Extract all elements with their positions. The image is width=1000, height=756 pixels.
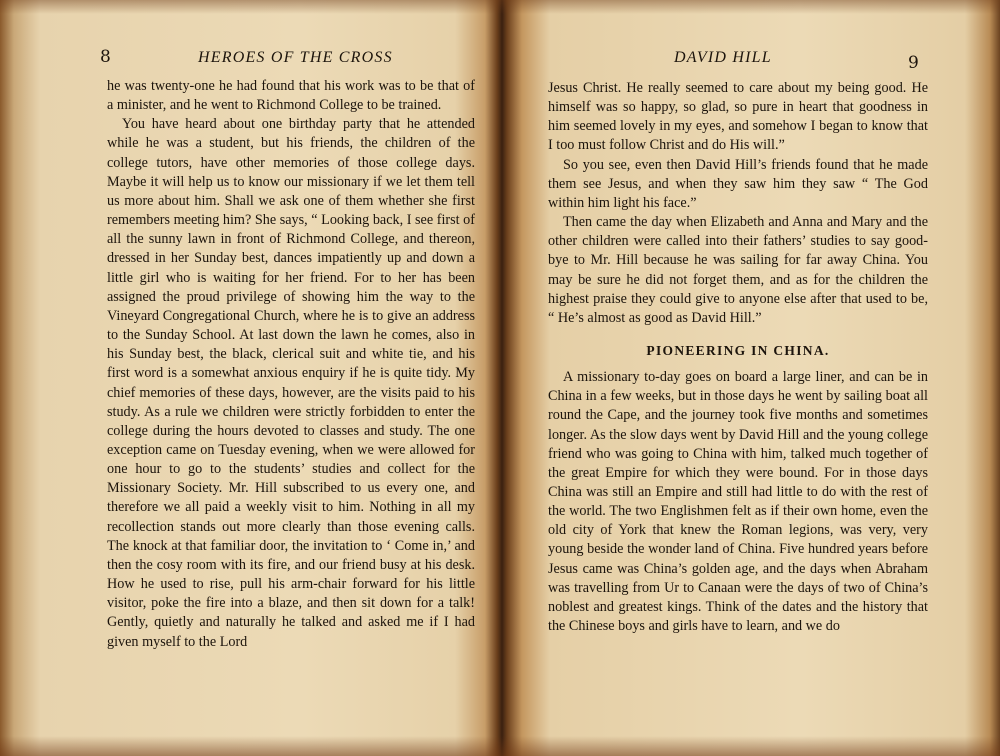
paragraph: A missionary to-day goes on board a large liner, and can be in China in a few weeks, but in those days he went by sailing boat all round the Cape, and the journey took five months and sometimes longer. As the slow days went by David Hill and the young college friend who was going to China with him, talked much together of the great Empire for which they were bound. For in those days China was still an Empire and still had little to do with the rest of the world. The two Englishmen felt as if their own home, even the old city of York that knew the Roman legions, was very, very young beside the wonder land of China. Five hundred years before Jesus came was China’s golden age, and the days when Abraham was travelling from Ur to Canaan were the days of two of China’s noblest and greatest kings. Think of the dates and the history that the Chinese boys and girls have to learn, and we do	[548, 369, 928, 635]
page-edge-shadow-bottom	[0, 736, 1000, 756]
running-head: DAVID HILL	[674, 49, 772, 66]
section-heading: PIONEERING IN CHINA.	[646, 343, 830, 359]
page-number: 8	[100, 47, 111, 67]
page-number: 9	[908, 53, 919, 73]
paragraph: he was twenty-one he had found that his work was to be that of a minister, and he went to Richmond College to be trained.	[107, 78, 475, 114]
page-body	[107, 77, 475, 652]
running-head: HEROES OF THE CROSS	[198, 49, 393, 66]
paragraph: Then came the day when Elizabeth and Anna and Mary and the other children were called into their fathers’ studies to say good-bye to Mr. Hill because he was sailing for far away China. You may be sure he did not forget them, and as for the children the highest praise they could give to anyone else after that used to be, “ He’s almost as good as David Hill.”	[548, 214, 928, 326]
paragraph: Jesus Christ. He really seemed to care about my being good. He himself was so happy, so glad, so pure in heart that goodness in him seemed lovely in my eyes, and somehow I began to know that I too must follow Christ and do His will.”	[548, 80, 928, 154]
page-edge-shadow-top	[0, 0, 1000, 14]
right-page	[500, 0, 1000, 756]
page-body	[548, 79, 928, 636]
paragraph: You have heard about one birthday party that he attended while he was a student, but his friends, the children of the college tutors, have other memories of those college days. Maybe it will help us to know our missionary if we let them tell us more about him. Shall we ask one of them whether she first remembers meeting him? She says, “ Looking back, I see first of all the sunny lawn in front of Richmond College, and thereon, dressed in her Sunday best, dances impatiently up and down a little girl who is waiting for her friend. For to her has been assigned the proud privilege of showing him the way to the Vineyard Congregational Church, where he is to give an address to the Sunday School. At last down the lawn he comes, also in his Sunday best, the black, clerical suit and white tie, and his first word is a somewhat anxious enquiry if he is quite tidy. My chief memories of these days, however, are the visits paid to his study. As a rule we children were strictly forbidden to enter the college during the hours devoted to classes and study. The one exception came on Tuesday evening, when we were allowed for one hour to go to the students’ studies and collect for the Missionary Society. Mr. Hill subscribed to us every one, and therefore we all paid a weekly visit to him. Nothing in all my recollection stands out more clearly than those evening calls. The knock at that familiar door, the invitation to ‘ Come in,’ and then the cosy room with its fire, and our friend busy at his desk. How he used to rise, pull his arm-chair forward for his little visitor, poke the fire into a blaze, and then sit down for a talk! Gently, quietly and naturally he talked and asked me if I had given myself to the Lord	[107, 116, 475, 650]
paragraph: So you see, even then David Hill’s friends found that he made them see Jesus, and when they saw him they saw “ The God within him light his face.”	[548, 156, 928, 211]
